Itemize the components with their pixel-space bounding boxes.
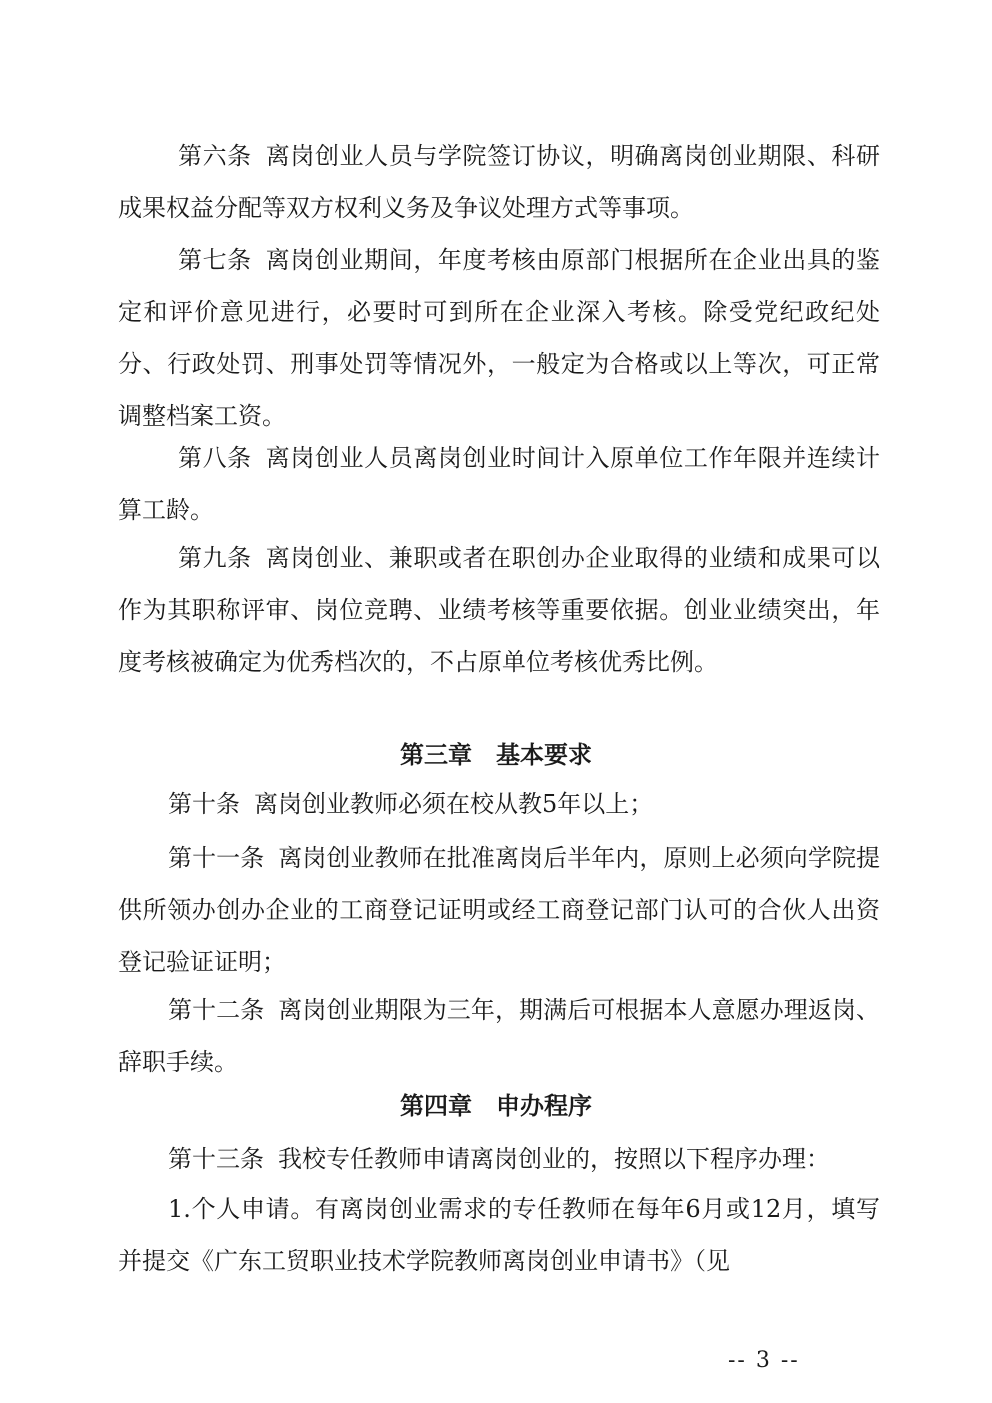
article-label: 第十条 [168, 790, 240, 818]
article-label: 第七条 [178, 246, 252, 274]
article-7 [118, 234, 880, 442]
article-text: 离岗创业教师必须在校从教5年以上； [254, 790, 654, 818]
article-6 [118, 130, 880, 234]
article-13 [118, 1133, 880, 1185]
page-number: -- 3 -- [728, 1348, 800, 1373]
procedure-text: 1.个人申请。有离岗创业需求的专任教师在每年6月或12月，填写并提交《广东工贸职业技术学院教师离岗创业申请书》（见 [118, 1195, 880, 1275]
article-label: 第十三条 [168, 1145, 264, 1173]
chapter-3-heading: 第三章 基本要求 [400, 741, 592, 769]
article-text: 离岗创业人员离岗创业时间计入原单位工作年限并连续计算工龄。 [118, 444, 881, 524]
article-10 [118, 778, 880, 830]
article-text: 离岗创业期间，年度考核由原部门根据所在企业出具的鉴定和评价意见进行，必要时可到所在企业深入考核。除受党纪政纪处分、行政处罚、刑事处罚等情况外，一般定为合格或以上等次，可正常调整档案工资。 [118, 246, 881, 430]
article-label: 第六条 [178, 142, 252, 170]
article-text: 离岗创业期限为三年，期满后可根据本人意愿办理返岗、辞职手续。 [118, 996, 881, 1076]
article-label: 第十一条 [168, 844, 265, 872]
article-11 [118, 832, 880, 988]
article-text: 离岗创业教师在批准离岗后半年内，原则上必须向学院提供所领办创办企业的工商登记证明或经工商登记部门认可的合伙人出资登记验证证明； [118, 844, 881, 976]
procedure-item-1 [118, 1183, 880, 1287]
article-label: 第十二条 [168, 996, 265, 1024]
article-text: 我校专任教师申请离岗创业的，按照以下程序办理： [278, 1145, 830, 1173]
article-text: 离岗创业、兼职或者在职创办企业取得的业绩和成果可以作为其职称评审、岗位竞聘、业绩考核等重要依据。创业业绩突出，年度考核被确定为优秀档次的，不占原单位考核优秀比例。 [118, 544, 881, 676]
article-9 [118, 532, 880, 688]
article-12 [118, 984, 880, 1088]
chapter-4-heading: 第四章 申办程序 [400, 1092, 592, 1120]
article-8 [118, 432, 880, 536]
article-text: 离岗创业人员与学院签订协议，明确离岗创业期限、科研成果权益分配等双方权利义务及争议处理方式等事项。 [118, 142, 881, 222]
article-label: 第九条 [178, 544, 252, 572]
article-label: 第八条 [178, 444, 252, 472]
